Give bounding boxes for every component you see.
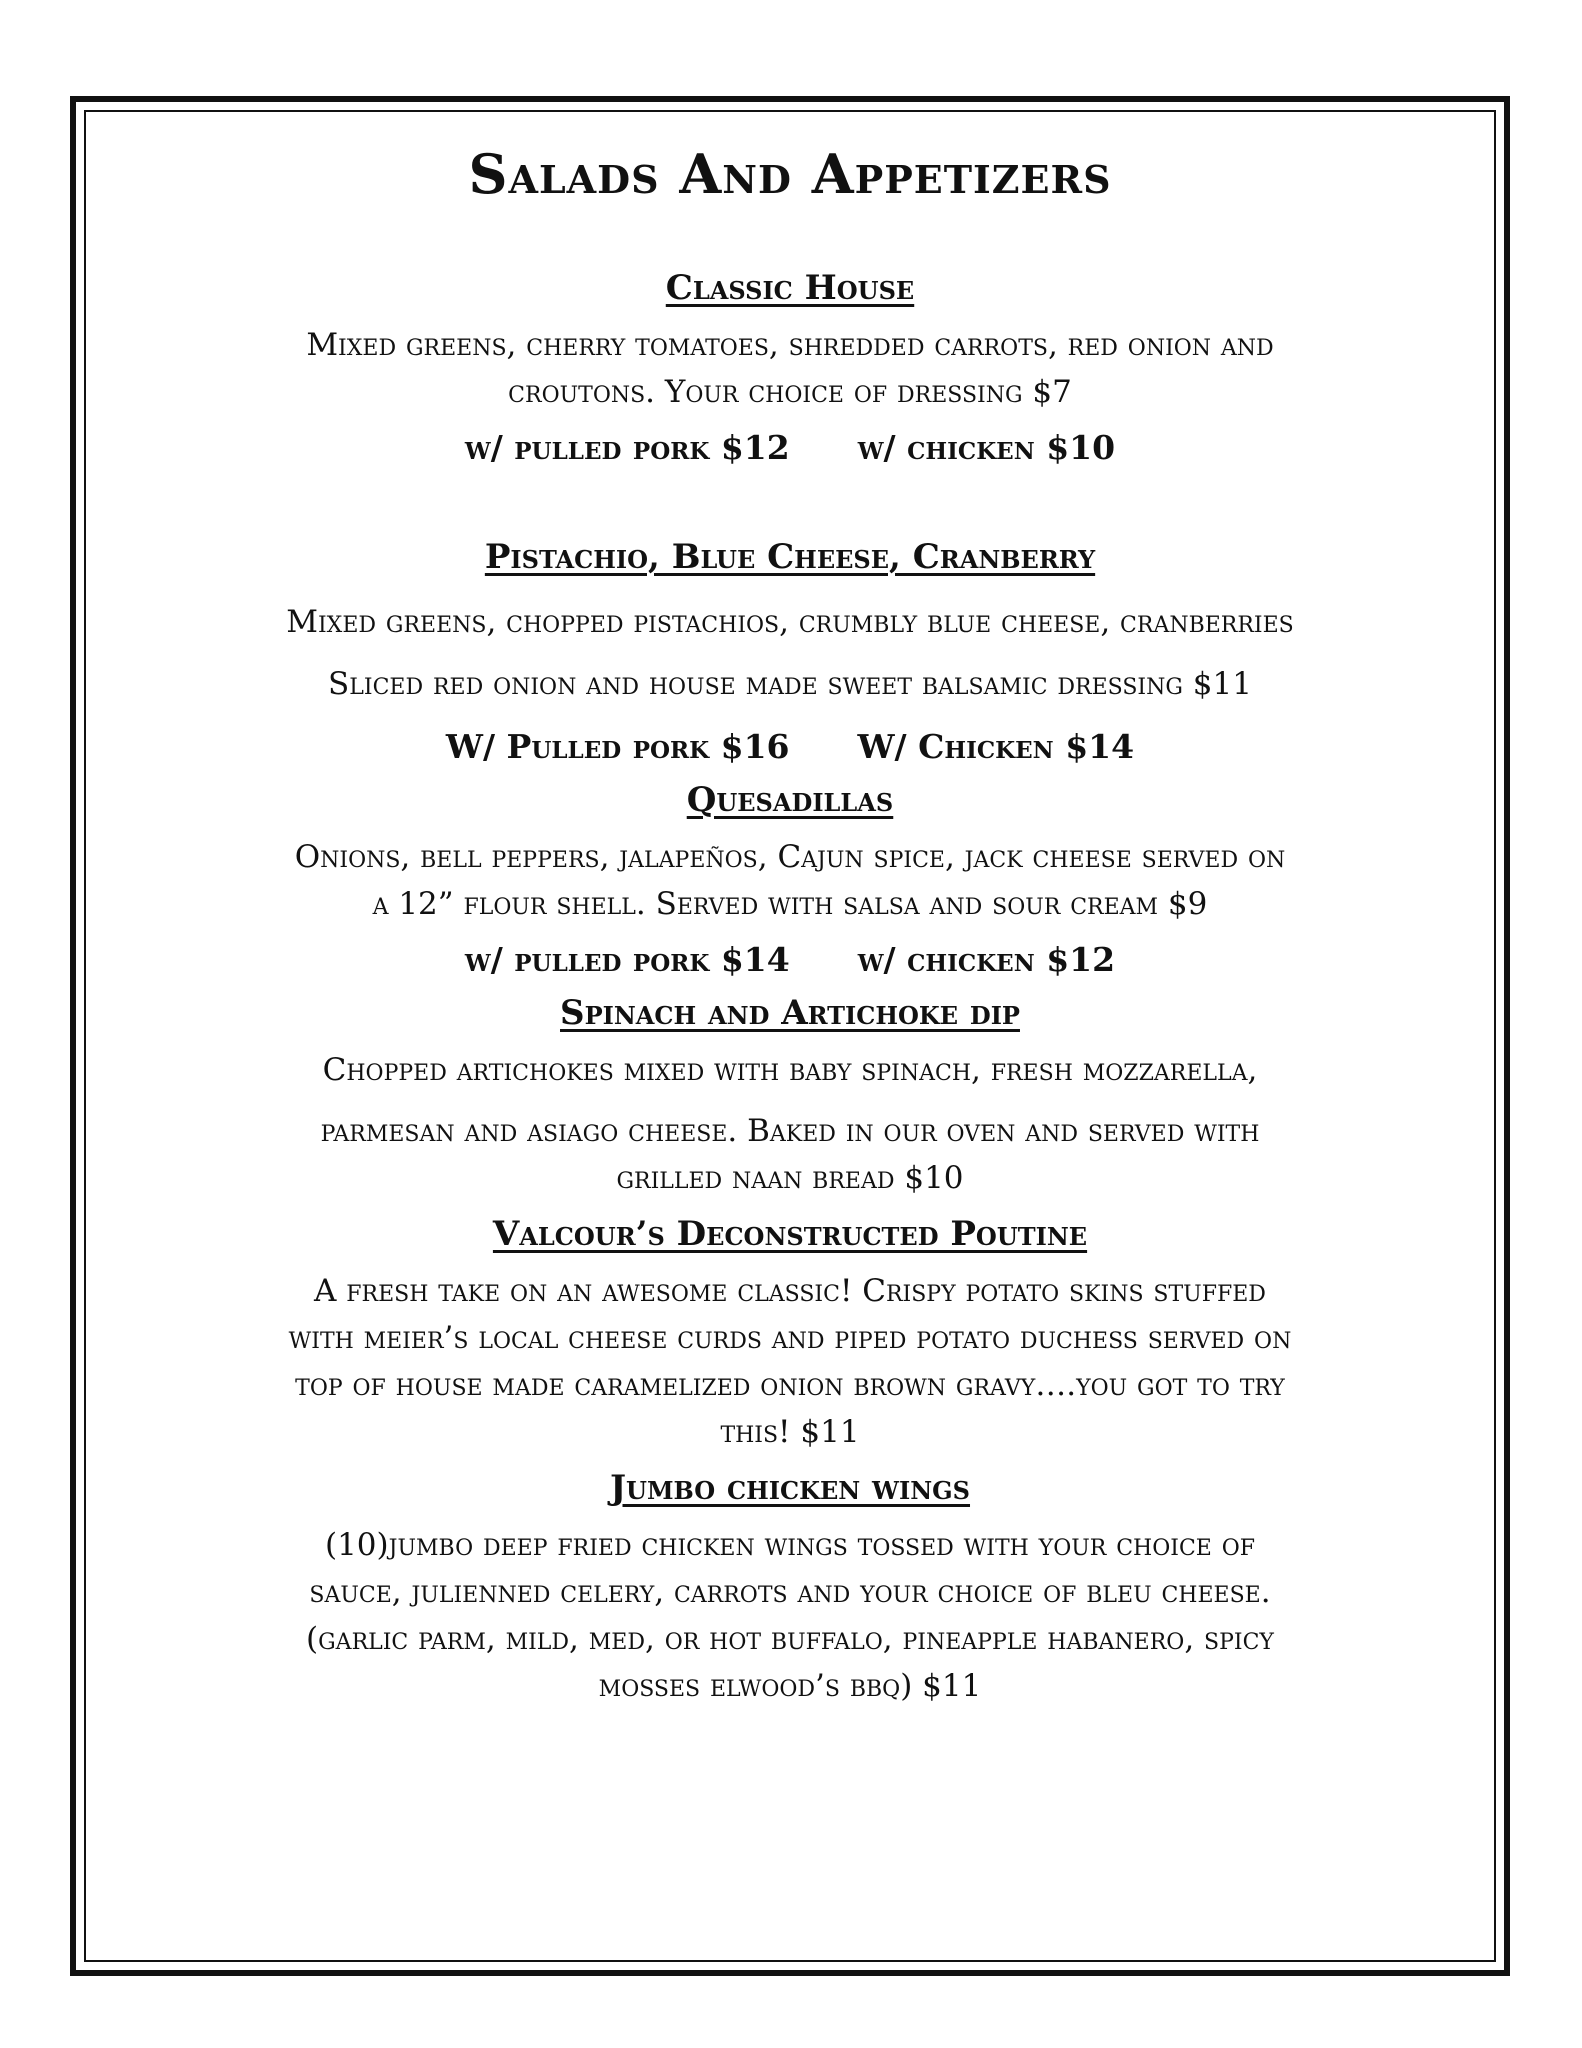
addon-option: w/ chicken $12 bbox=[857, 940, 1116, 979]
addon-option: w/ pulled pork $14 bbox=[464, 940, 790, 979]
item-name: Quesadillas bbox=[686, 780, 894, 820]
item-description bbox=[100, 1268, 1480, 1456]
description-line: A fresh take on an awesome classic! Crispy potato skins stuffed bbox=[314, 1273, 1266, 1309]
description-line: (garlic parm, mild, med, or hot buffalo, pineapple habanero, spicy bbox=[306, 1621, 1274, 1657]
menu-item-quesadillas bbox=[100, 780, 1480, 979]
description-line: parmesan and asiago cheese. Baked in our oven and served with bbox=[320, 1113, 1260, 1149]
description-line: Onions, bell peppers, jalapeños, Cajun spice, jack cheese served on bbox=[294, 839, 1286, 875]
item-name: Jumbo chicken wings bbox=[609, 1468, 971, 1508]
item-name: Classic House bbox=[665, 268, 915, 308]
description-line: croutons. Your choice of dressing $7 bbox=[508, 374, 1072, 410]
menu-item-deconstructed-poutine bbox=[100, 1214, 1480, 1456]
item-description bbox=[100, 1047, 1480, 1202]
menu-item-spinach-artichoke-dip bbox=[100, 993, 1480, 1202]
addon-option: W/ Pulled pork $16 bbox=[445, 727, 790, 766]
description-line: top of house made caramelized onion brown gravy….you got to try bbox=[295, 1367, 1285, 1403]
menu-item-classic-house bbox=[100, 268, 1480, 467]
page-title: Salads And Appetizers bbox=[468, 142, 1112, 206]
menu-item-pistachio-blue-cheese-cranberry bbox=[100, 537, 1480, 766]
item-name: Valcour’s Deconstructed Poutine bbox=[492, 1214, 1088, 1254]
menu-content bbox=[100, 130, 1480, 1722]
item-addons bbox=[100, 940, 1480, 979]
description-line: Sliced red onion and house made sweet balsamic dressing $11 bbox=[328, 666, 1252, 702]
item-addons bbox=[100, 428, 1480, 467]
description-line: Mixed greens, chopped pistachios, crumbly blue cheese, cranberries bbox=[286, 604, 1294, 640]
description-line: this! $11 bbox=[720, 1414, 860, 1450]
item-description bbox=[100, 834, 1480, 928]
item-description bbox=[100, 591, 1480, 715]
item-name: Pistachio, Blue Cheese, Cranberry bbox=[484, 537, 1096, 577]
description-line: with meier’s local cheese curds and piped potato duchess served on bbox=[288, 1320, 1292, 1356]
description-line: Chopped artichokes mixed with baby spinach, fresh mozzarella, bbox=[322, 1052, 1258, 1088]
description-line: mosses elwood’s bbq) $11 bbox=[598, 1668, 982, 1704]
item-description bbox=[100, 1522, 1480, 1710]
description-line: a 12” flour shell. Served with salsa and sour cream $9 bbox=[372, 886, 1208, 922]
menu-item-jumbo-chicken-wings bbox=[100, 1468, 1480, 1710]
description-line: Mixed greens, cherry tomatoes, shredded carrots, red onion and bbox=[306, 327, 1274, 363]
item-description bbox=[100, 322, 1480, 416]
item-addons bbox=[100, 727, 1480, 766]
addon-option: w/ chicken $10 bbox=[857, 428, 1116, 467]
item-name: Spinach and Artichoke dip bbox=[560, 993, 1020, 1033]
addon-option: w/ pulled pork $12 bbox=[464, 428, 790, 467]
description-line: grilled naan bread $10 bbox=[616, 1160, 964, 1196]
description-line: sauce, julienned celery, carrots and your choice of bleu cheese. bbox=[309, 1574, 1271, 1610]
description-line: (10)jumbo deep fried chicken wings tossed with your choice of bbox=[324, 1527, 1255, 1563]
addon-option: W/ Chicken $14 bbox=[857, 727, 1135, 766]
